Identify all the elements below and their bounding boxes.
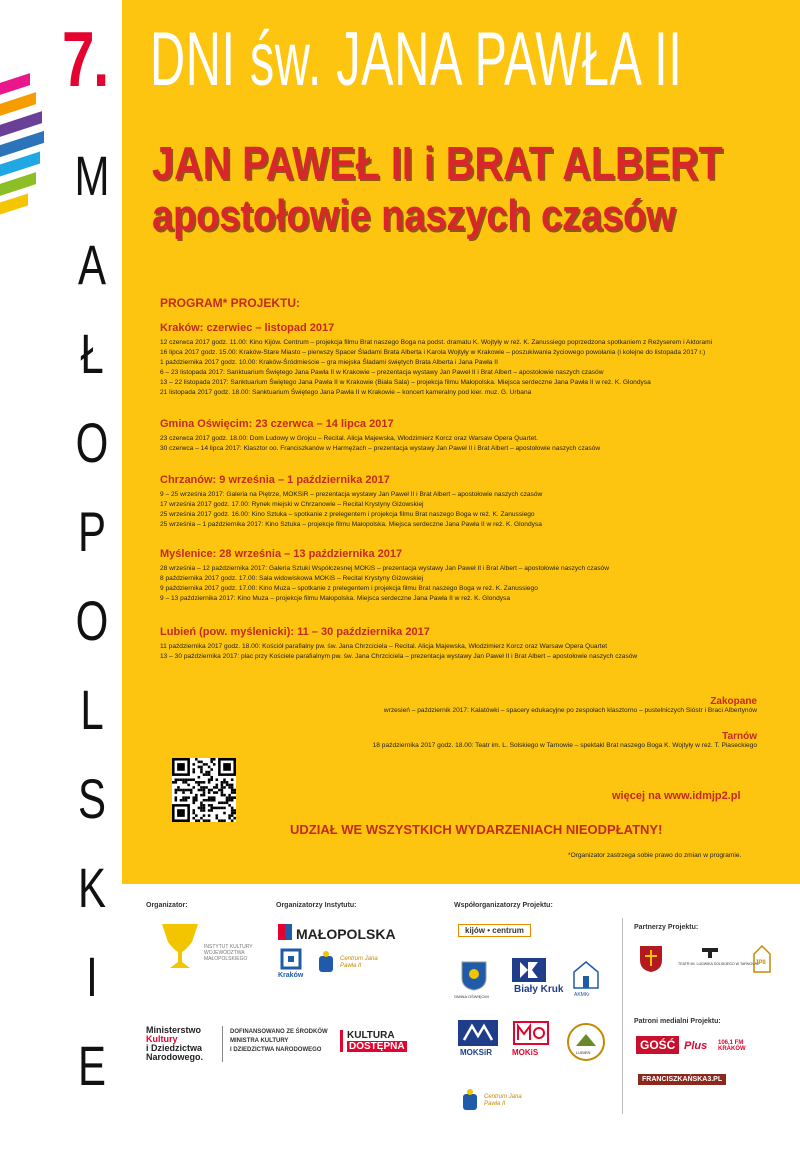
- funded-line1: DOFINANSOWANO ZE ŚRODKÓW: [230, 1029, 328, 1035]
- ministry-line2: Kultury: [146, 1034, 178, 1044]
- franciszkanska-logo: FRANCISZKAŃSKA3.PL: [638, 1074, 726, 1085]
- kultura-line1: KULTURA: [347, 1030, 395, 1041]
- centrum-jp2-text-b: Centrum Jana Pawła II: [484, 1094, 522, 1107]
- kultura-line2: DOSTĘPNA: [349, 1041, 405, 1052]
- bialy-kruk-logo: [512, 958, 546, 987]
- akmkz-text: AKMKr: [574, 992, 590, 998]
- program-line: 25 września 2017 godz. 16.00: Kino Sztuka – spotkanie z prelegentem i projekcja filmu Brat naszego Boga w reż. K. Zanussiego: [160, 511, 535, 518]
- program-line: 1 października 2017 godz. 10.00: Kraków-Śródmieście – gra miejska Śladami świętych Brata Alberta i Jana Pawła II: [160, 359, 498, 366]
- vertical-letter: O: [75, 589, 109, 652]
- ministry-line1: Ministerstwo: [146, 1025, 202, 1035]
- color-stripe: [0, 172, 36, 196]
- ministry-line3: i Dziedzictwa: [146, 1043, 203, 1053]
- vertical-letter: Ł: [80, 322, 104, 385]
- program-line: 17 września 2017 godz. 17.00: Rynek miejski w Chrzanowie – Recital Krystyny Giżowskiej: [160, 501, 424, 508]
- organizer-caption: Organizator:: [146, 902, 188, 909]
- section-lines: [160, 434, 760, 454]
- website-link[interactable]: więcej na www.idmjp2.pl: [612, 790, 741, 802]
- chalice-icon: [158, 922, 202, 970]
- main-title: DNI św. JANA PAWŁA II: [150, 17, 683, 102]
- lubien-icon: [566, 1022, 606, 1062]
- lubien-logo: [566, 1022, 606, 1067]
- edition-number: 7.: [62, 15, 108, 103]
- program-line: 9 października 2017 godz. 17.00: Kino Muza – spotkanie z prelegentem i projekcja filmu Brat naszego Boga w reż. K. Zanussiego: [160, 585, 538, 592]
- vertical-letter: M: [74, 144, 110, 207]
- program-line: 21 listopada 2017 godz. 18.00: Sanktuarium Świętego Jana Pawła II w Krakowie – koncert kameralny pod kier. muz. G. Urbana: [160, 389, 532, 396]
- free-entry-notice: UDZIAŁ WE WSZYSTKICH WYDARZENIACH NIEODPŁATNY!: [290, 822, 663, 837]
- tarnow-title: Tarnów: [722, 731, 757, 742]
- section-lines: [160, 490, 760, 530]
- krakow-icon: [280, 948, 302, 970]
- organizer-logo: [158, 922, 202, 975]
- funded-line3: I DZIEDZICTWA NARODOWEGO: [230, 1047, 322, 1053]
- qr-code-icon: [172, 758, 236, 822]
- program-line: 13 – 22 listopada 2017: Sanktuarium Świętego Jana Pawła II w Krakowie (Biała Sala) – projekcja filmu Małopolska. Miejsca serdeczne Jana Pawła II w reż. K. Glondysa: [160, 379, 651, 386]
- radio-plus-logo: Plus: [684, 1040, 708, 1052]
- program-line: 12 czerwca 2017 godz. 11.00: Kino Kijów. Centrum – projekcja filmu Brat naszego Boga na podst. dramatu K. Wojtyły w reż. K. Zanussiego poprzedzona spotkaniem z Reżyserem i Aktorami: [160, 339, 713, 346]
- centrum-jp2-logo-b: [460, 1088, 480, 1119]
- centrum-jp2-text: Centrum Jana Pawła II: [340, 956, 378, 969]
- partners-caption: Partnerzy Projektu:: [634, 924, 699, 931]
- section-lines: [160, 338, 760, 398]
- moksir-icon: [458, 1020, 498, 1046]
- tarnow-block: [373, 731, 757, 749]
- ministry-line4: Narodowego.: [146, 1052, 204, 1062]
- papal-crest-icon: [316, 950, 336, 976]
- program-line: 25 września – 1 października 2017: Kino Sztuka – projekcje filmu Małopolska. Miejsca serdeczne Jana Pawła II w reż. K. Glondysa: [160, 521, 542, 528]
- bialy-kruk-text: Biały Kruk: [514, 984, 564, 995]
- program-heading: PROGRAM* PROJEKTU:: [160, 296, 301, 310]
- program-line: 6 – 23 listopada 2017: Sanktuarium Świętego Jana Pawła II w Krakowie – prezentacja wystawy Jan Paweł II i Brat Albert – apostołowie naszych czasów: [160, 369, 604, 376]
- vertical-letter: S: [77, 767, 107, 830]
- malopolska-logo: [278, 924, 292, 945]
- vertical-letter: P: [77, 500, 107, 563]
- zakopane-block: [384, 696, 757, 714]
- qr-code[interactable]: [172, 758, 236, 822]
- section-title: Gmina Oświęcim: 23 czerwca – 14 lipca 2017: [160, 418, 394, 430]
- color-stripe: [0, 193, 28, 214]
- program-line: 9 – 25 września 2017: Galeria na Piętrze, MOKSiR – prezentacja wystawy Jan Paweł II i Brat Albert – apostołowie naszych czasów: [160, 491, 543, 498]
- radio-krakow-logo: 106,1 FM KRAKÓW: [718, 1040, 746, 1052]
- ministry-logo: [146, 1026, 203, 1062]
- jp2-text: JPII: [755, 960, 766, 966]
- funded-text: [230, 1028, 328, 1055]
- mokis-icon: [512, 1020, 550, 1046]
- subtitle-line2: apostołowie naszych czasów: [152, 191, 676, 240]
- jp2-icon: [750, 944, 774, 974]
- section-title: Kraków: czerwiec – listopad 2017: [160, 322, 335, 334]
- kijow-logo: kijów • centrum: [458, 924, 531, 937]
- section-title: Chrzanów: 9 września – 1 października 2017: [160, 474, 390, 486]
- program-line: 11 października 2017 godz. 18.00: Kościół parafialny pw. św. Jana Chrzciciela – Recital. Alicja Majewska, Włodzimierz Korcz oraz Warsaw Opera Quartet: [160, 643, 608, 650]
- kultura-dostepna-logo: [340, 1030, 407, 1052]
- malopolska-flag-icon: [278, 924, 292, 940]
- organizer-note: *Organizator zastrzega sobie prawo do zmian w programie.: [568, 852, 742, 859]
- section-title: Lubień (pow. myślenicki): 11 – 30 października 2017: [160, 626, 430, 638]
- co-organizers-caption: Współorganizatorzy Projektu:: [454, 902, 553, 909]
- color-stripe: [0, 92, 36, 116]
- footer-divider: [622, 918, 623, 1114]
- akmkz-icon: [572, 960, 600, 990]
- akmkz-logo: [572, 960, 600, 995]
- section-lines: [160, 642, 760, 662]
- ministry-divider: [222, 1026, 223, 1062]
- zakopane-title: Zakopane: [710, 696, 757, 707]
- media-caption: Patroni medialni Projektu:: [634, 1018, 721, 1025]
- vertical-letter: I: [86, 945, 98, 1008]
- institute-caption: Organizatorzy Instytutu:: [276, 902, 357, 909]
- centrum-jp2-logo: [316, 950, 336, 981]
- moksir-logo: [458, 1020, 498, 1051]
- vertical-letter: E: [77, 1034, 107, 1097]
- program-line: 8 października 2017 godz. 17.00: Sala widowiskowa MOKiS – Recital Krystyny Giżowskiej: [160, 575, 424, 582]
- mokis-logo: [512, 1020, 550, 1051]
- program-line: 9 – 13 października 2017: Kino Muza – projekcje filmu Małopolska. Miejsca serdeczne Jana Pawła II w reż. K. Glondysa: [160, 595, 511, 602]
- subtitle-line1: JAN PAWEŁ II i BRAT ALBERT: [152, 137, 723, 189]
- section-title: Myślenice: 28 września – 13 października 2017: [160, 548, 403, 560]
- teatr-text: TEATR IM. LUDWIKA SOLSKIEGO W TARNOWIE: [678, 962, 760, 966]
- vertical-letter: O: [75, 411, 109, 474]
- lubien-text: LUBIEŃ: [576, 1050, 591, 1055]
- malopolska-text: MAŁOPOLSKA: [296, 926, 396, 942]
- program-line: 23 czerwca 2017 godz. 18.00: Dom Ludowy w Grojcu – Recital. Alicja Majewska, Włodzimierz Korcz oraz Warsaw Opera Quartet.: [160, 435, 538, 442]
- vertical-letter: A: [77, 233, 107, 296]
- moksir-text: MOKSiR: [460, 1048, 492, 1057]
- teatr-icon: [700, 946, 720, 960]
- gmina-crest-icon: [460, 960, 488, 992]
- papal-crest-icon-b: [460, 1088, 480, 1114]
- partner-crest-logo: [638, 944, 664, 979]
- mokis-text: MOKiS: [512, 1048, 539, 1057]
- gosc-logo: GOŚĆ: [636, 1036, 679, 1054]
- program-line: 16 lipca 2017 godz. 15.00: Kraków-Stare Miasto – pierwszy Spacer Śladami Brata Alberta i Karola Wojtyły w Krakowie – poszukiwania życiowego powołania (i kolejne do listopada 2017 r.): [160, 349, 706, 356]
- program-line: 30 czerwca – 14 lipca 2017: Klasztor oo. Franciszkanów w Harmężach – prezentacja wystawy Jan Paweł II i Brat Albert – apostołowie naszych czasów: [160, 445, 601, 452]
- program-line: 28 września – 12 października 2017: Galeria Sztuki Współczesnej MOKiS – prezentacja wystawy Jan Paweł II i Brat Albert – apostołowie naszych czasów: [160, 565, 609, 572]
- zakopane-line: wrzesień – październik 2017: Kalatówki – spacery edukacyjne po zespołach klasztorno – pustelniczych Sióstr i Braci Albertynów: [383, 707, 757, 714]
- tarnow-line: 18 października 2017 godz. 18.00: Teatr im. L. Solskiego w Tarnowie – spektakl Brat naszego Boga K. Wojtyły w reż. T. Piaseckiego: [372, 742, 757, 749]
- organizer-logo-text: INSTYTUT KULTURY WOJEWÓDZTWA MAŁOPOLSKIEGO: [204, 944, 253, 962]
- vertical-letter: L: [80, 678, 104, 741]
- vertical-letter: K: [77, 856, 107, 919]
- krakow-logo: [280, 948, 302, 975]
- gmina-text: GMINA OŚWIĘCIM: [454, 994, 489, 999]
- color-stripe: [0, 73, 30, 95]
- funded-line2: MINISTRA KULTURY: [230, 1038, 289, 1044]
- gmina-logo: [460, 960, 488, 997]
- program-line: 13 – 30 października 2017: plac przy Kościele parafialnym pw. św. Jana Chrzciciela – prezentacja wystawy Jan Paweł II i Brat Albert – apostołowie naszych czasów: [160, 653, 638, 660]
- partner-crest-icon: [638, 944, 664, 974]
- section-lines: [160, 564, 760, 604]
- krakow-text: Kraków: [278, 972, 304, 979]
- bialy-kruk-icon: [512, 958, 546, 982]
